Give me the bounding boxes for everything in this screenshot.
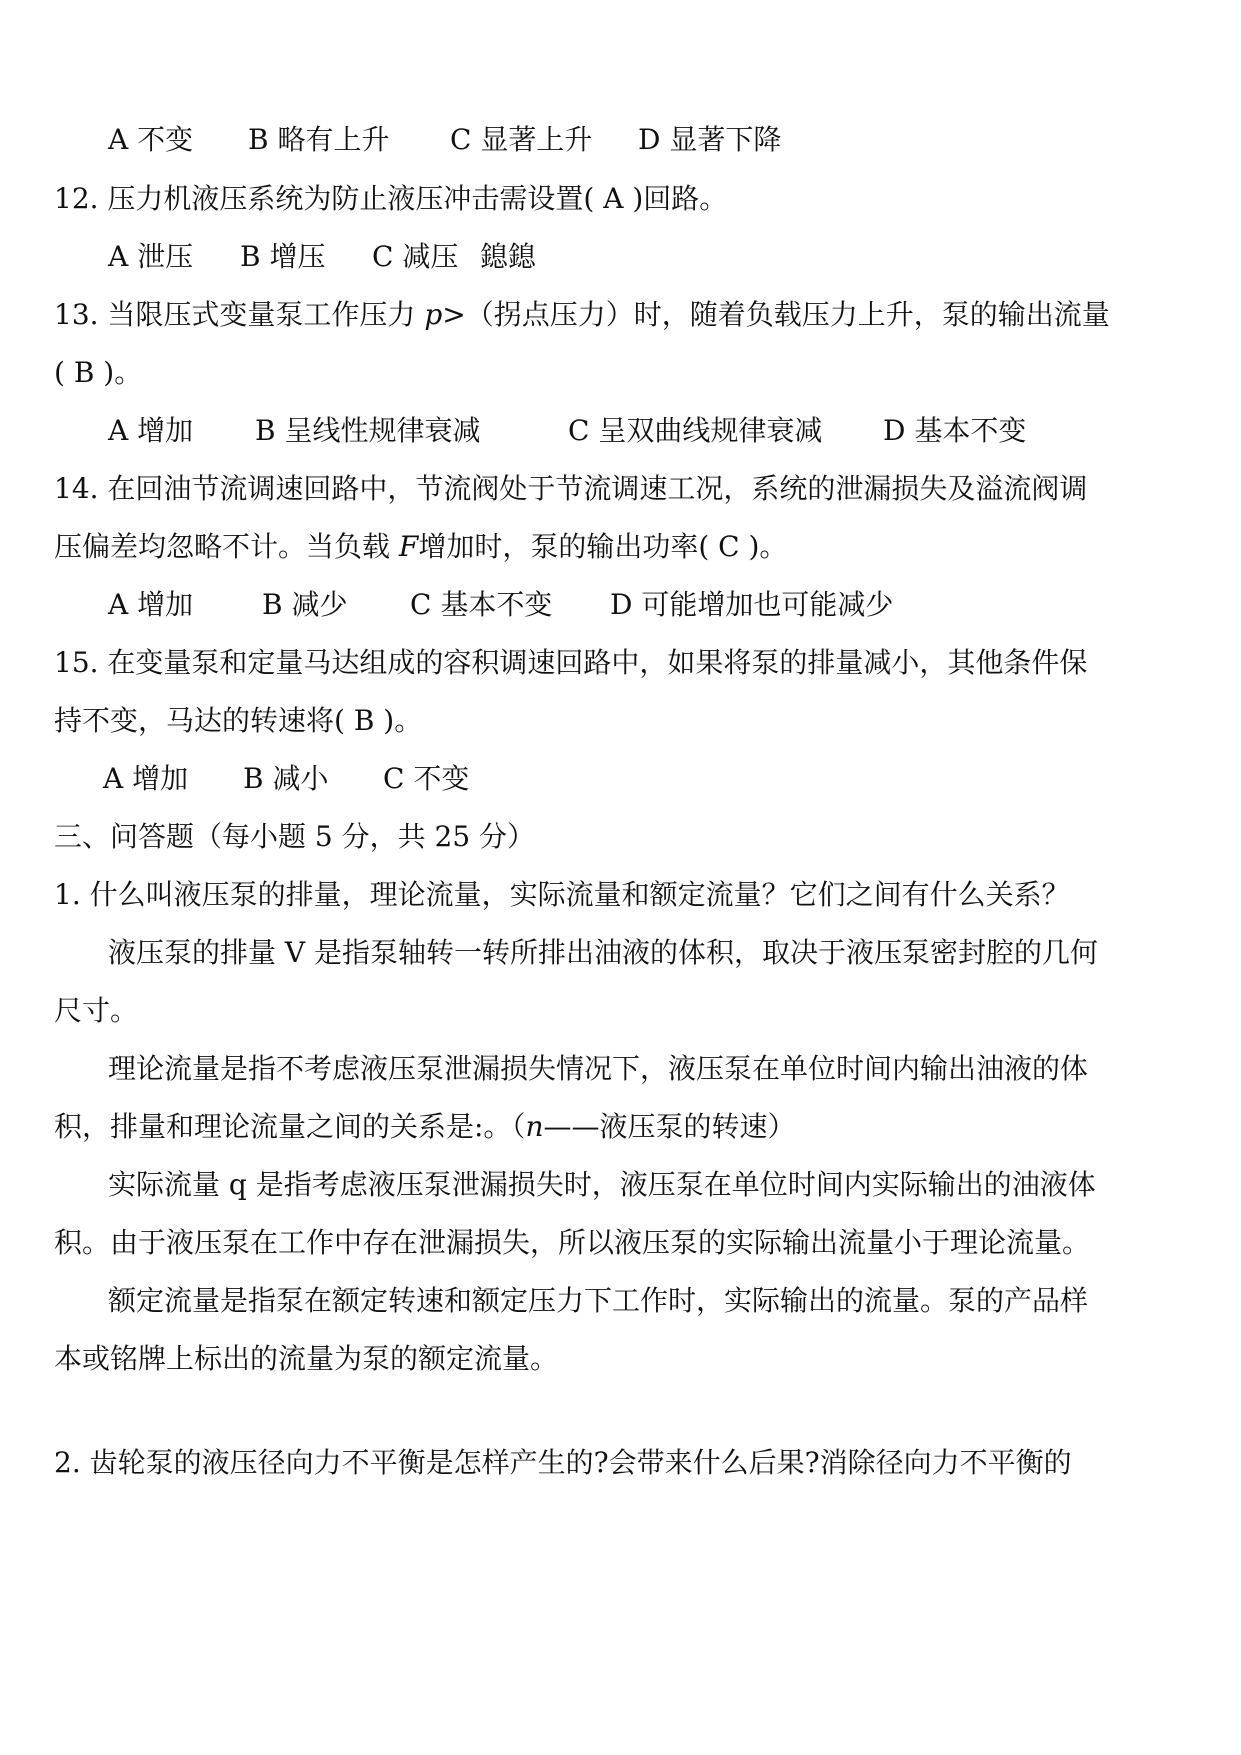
q15-option-a: A 增加: [103, 762, 189, 795]
qa1-p3-line1: 实际流量 q 是指考虑液压泵泄漏损失时，液压泵在单位时间内实际输出的油液体: [108, 1168, 1096, 1201]
q14-stem-line2-var: F: [398, 530, 419, 563]
q14-stem-line2-post: 增加时，泵的输出功率( C )。: [418, 530, 788, 563]
q12-option-c: C 减压: [372, 240, 459, 273]
q12-stem: 12. 压力机液压系统为防止液压冲击需设置( A )回路。: [54, 182, 728, 215]
q15-option-b: B 减小: [243, 762, 329, 795]
q11-option-d: D 显著下降: [638, 123, 782, 156]
q13-stem-post: >（拐点压力）时，随着负载压力上升，泵的输出流量: [442, 298, 1110, 331]
q11-option-b: B 略有上升: [248, 123, 390, 156]
q15-option-c: C 不变: [383, 762, 470, 795]
q13-stem-pre: 13. 当限压式变量泵工作压力: [54, 298, 425, 331]
q14-option-a: A 增加: [108, 588, 194, 621]
q13-stem-var: p: [424, 298, 443, 331]
q11-option-c: C 显著上升: [450, 123, 593, 156]
q14-stem-line1: 14. 在回油节流调速回路中，节流阀处于节流调速工况，系统的泄漏损失及溢流阀调: [54, 472, 1088, 505]
q12-option-d: 鎴鎴: [480, 240, 537, 273]
q14-option-c: C 基本不变: [410, 588, 553, 621]
qa1-p2-line2: [54, 1108, 796, 1146]
q12-option-a: A 泄压: [108, 240, 194, 273]
q14-stem-line2-pre: 压偏差均忽略不计。当负载: [54, 530, 399, 563]
q14-option-b: B 减少: [262, 588, 348, 621]
q13-option-b: B 呈线性规律衰减: [255, 414, 481, 447]
qa1-p2-line2-pre: 积，排量和理论流量之间的关系是:。（: [54, 1110, 526, 1143]
qa1-p1-line2: 尺寸。: [54, 994, 139, 1027]
qa1-p4-line1: 额定流量是指泵在额定转速和额定压力下工作时，实际输出的流量。泵的产品样: [108, 1284, 1089, 1317]
q13-stem: [54, 296, 1110, 334]
q14-option-d: D 可能增加也可能减少: [610, 588, 894, 621]
q12-option-b: B 增压: [240, 240, 326, 273]
qa1-p1-line1: 液压泵的排量 V 是指泵轴转一转所排出油液的体积，取决于液压泵密封腔的几何: [108, 936, 1099, 969]
q11-option-a: A 不变: [108, 123, 194, 156]
qa1-p2-line1: 理论流量是指不考虑液压泵泄漏损失情况下，液压泵在单位时间内输出油液的体: [108, 1052, 1089, 1085]
q15-stem-line2: 持不变，马达的转速将( B )。: [54, 704, 423, 737]
q15-stem-line1: 15. 在变量泵和定量马达组成的容积调速回路中，如果将泵的排量减小，其他条件保: [54, 646, 1088, 679]
qa1-p2-line2-post: ——液压泵的转速）: [543, 1110, 796, 1143]
qa2-question: 2. 齿轮泵的液压径向力不平衡是怎样产生的?会带来什么后果?消除径向力不平衡的: [54, 1446, 1072, 1479]
q13-option-a: A 增加: [108, 414, 194, 447]
qa1-question: 1. 什么叫液压泵的排量，理论流量，实际流量和额定流量？它们之间有什么关系？: [54, 878, 1070, 911]
qa1-p4-line2: 本或铭牌上标出的流量为泵的额定流量。: [54, 1342, 559, 1375]
q13-option-c: C 呈双曲线规律衰减: [568, 414, 823, 447]
section-heading: 三、问答题（每小题 5 分，共 25 分）: [54, 820, 536, 853]
q14-stem-line2: [54, 528, 787, 566]
q13-stem-line2: ( B )。: [54, 356, 143, 389]
q13-option-d: D 基本不变: [883, 414, 1027, 447]
qa1-p2-line2-var: n: [525, 1110, 544, 1143]
qa1-p3-line2: 积。由于液压泵在工作中存在泄漏损失，所以液压泵的实际输出流量小于理论流量。: [54, 1226, 1091, 1259]
